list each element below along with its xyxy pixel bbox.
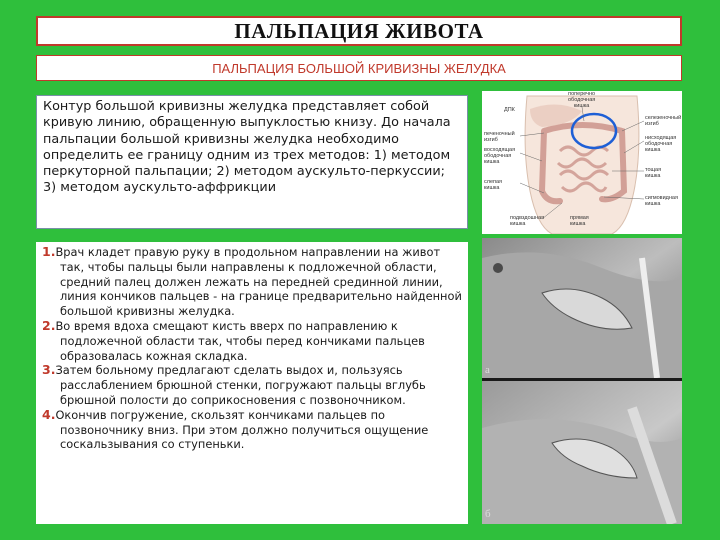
label-jejunum: тощая кишка: [645, 167, 662, 179]
navel: [493, 263, 503, 273]
label-transverse-colon: поперечно ободочная кишка: [568, 91, 596, 109]
subtitle-banner: [36, 55, 682, 81]
step-text: Окончив погружение, скользят кончиками пальцев по позвоночнику вниз. При этом должно получиться ощущение соскальзывания со ступеньки.: [55, 407, 429, 452]
step-number: 4.: [42, 406, 56, 422]
title-banner: [36, 16, 682, 46]
step-number: 1.: [42, 244, 56, 259]
photo-label-a: а: [485, 364, 490, 376]
label-descending-colon: нисходящая ободочная кишка: [645, 135, 677, 153]
label-cecum: слепая кишка: [484, 179, 503, 191]
step-number: 3.: [42, 362, 56, 378]
step-item: [42, 245, 462, 319]
intro-panel: [36, 95, 468, 229]
steps-list: [42, 245, 462, 452]
label-ascending-colon: восходящая ободочная кишка: [484, 147, 516, 165]
intro-text: Контур большой кривизны желудка представляет собой кривую линию, обращенную выпуклостью книзу. До начала пальпации большой кривизны желудка необходимо определить ее границу одним из трех методов: 1) методом перкуторной пальпации; 2) методом аускульто-перкуссии; 3) методом аускульто-аффрикции: [43, 99, 451, 196]
step-item: [42, 408, 462, 452]
steps-panel: [36, 242, 468, 524]
page-title: ПАЛЬПАЦИЯ ЖИВОТА: [234, 18, 484, 43]
step-text: Во время вдоха смещают кисть вверх по направлению к подложечной области так, чтобы перед кончиками пальцев образовалась кожная складка.: [55, 318, 425, 363]
anatomy-illustration: [482, 91, 682, 234]
palpation-photos: [482, 238, 682, 524]
label-sigmoid-colon: сигмовидная кишка: [645, 195, 678, 207]
label-splenic-flexure: селезеночный изгиб: [645, 115, 682, 127]
label-hepatic-flexure: печеночный изгиб: [484, 131, 515, 143]
step-text: Затем больному предлагают сделать выдох и, пользуясь расслаблением брюшной стенки, погружают пальцы вглубь брюшной полости до соприкосновения с позвоночником.: [55, 363, 426, 407]
step-item: [42, 319, 462, 363]
palpation-photo-drawing: [482, 238, 682, 524]
step-text: Врач кладет правую руку в продольном направлении на живот так, чтобы пальцы были направлены к подложечной области, средний палец должен лежать на передней срединной линии, линия кончиков пальцев - на границе предварительно найденной большой кривизны желудка.: [55, 245, 462, 319]
step-item: [42, 363, 462, 407]
step-number: 2.: [42, 317, 56, 333]
label-ileum: подвздошная кишка: [510, 215, 545, 227]
photo-label-b: б: [485, 508, 491, 520]
page-subtitle: ПАЛЬПАЦИЯ БОЛЬШОЙ КРИВИЗНЫ ЖЕЛУДКА: [212, 60, 506, 76]
label-rectum: прямая кишка: [570, 215, 589, 227]
label-duodenum: ДПК: [504, 107, 515, 113]
